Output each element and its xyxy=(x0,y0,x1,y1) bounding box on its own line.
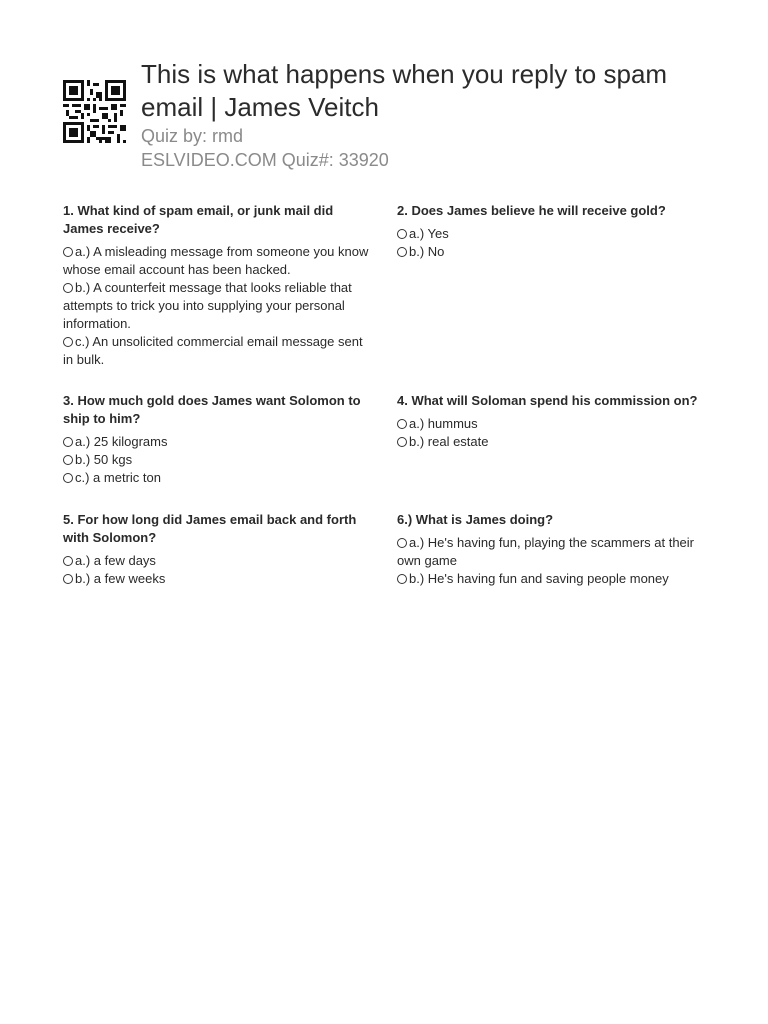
radio-circle-icon[interactable] xyxy=(397,419,407,429)
answer-option[interactable] xyxy=(397,415,707,433)
answer-label: b.) real estate xyxy=(409,434,489,449)
answer-option[interactable] xyxy=(397,225,707,243)
question-text: 2. Does James believe he will receive gold? xyxy=(397,203,666,218)
answer-option[interactable] xyxy=(63,279,373,333)
answer-option[interactable] xyxy=(397,534,707,570)
question-text: 4. What will Soloman spend his commission on? xyxy=(397,393,698,408)
radio-circle-icon[interactable] xyxy=(397,247,407,257)
answer-label: b.) He's having fun and saving people money xyxy=(409,571,669,586)
answer-label: b.) 50 kgs xyxy=(75,452,133,467)
answer-label: c.) An unsolicited commercial email message sent in bulk. xyxy=(63,334,363,367)
answer-label: a.) hummus xyxy=(409,416,478,431)
answer-label: b.) A counterfeit message that looks reliable that attempts to trick you into supplying your personal information. xyxy=(63,280,352,331)
answer-option[interactable] xyxy=(63,433,373,451)
question-text: 1. What kind of spam email, or junk mail did James receive? xyxy=(63,203,334,236)
answer-label: a.) a few days xyxy=(75,553,156,568)
answer-label: a.) He's having fun, playing the scammers at their own game xyxy=(397,535,695,568)
radio-circle-icon[interactable] xyxy=(63,556,73,566)
radio-circle-icon[interactable] xyxy=(63,337,73,347)
question-text: 6.) What is James doing? xyxy=(397,512,554,527)
quiz-author: Quiz by: rmd xyxy=(141,126,244,146)
answer-option[interactable] xyxy=(63,451,373,469)
answer-label: a.) 25 kilograms xyxy=(75,434,168,449)
radio-circle-icon[interactable] xyxy=(397,538,407,548)
question-2 xyxy=(397,202,707,261)
question-3 xyxy=(63,392,373,487)
answer-label: c.) a metric ton xyxy=(75,470,161,485)
answer-option[interactable] xyxy=(397,243,707,261)
answer-option[interactable] xyxy=(397,433,707,451)
quiz-id: ESLVIDEO.COM Quiz#: 33920 xyxy=(141,150,389,170)
answer-label: a.) Yes xyxy=(409,226,449,241)
quiz-header xyxy=(63,58,723,178)
title-block xyxy=(141,58,721,172)
radio-circle-icon[interactable] xyxy=(63,455,73,465)
question-6 xyxy=(397,511,707,588)
question-text: 3. How much gold does James want Solomon to ship to him? xyxy=(63,393,361,426)
question-5 xyxy=(63,511,373,588)
answer-option[interactable] xyxy=(63,333,373,369)
radio-circle-icon[interactable] xyxy=(397,437,407,447)
radio-circle-icon[interactable] xyxy=(63,437,73,447)
radio-circle-icon[interactable] xyxy=(63,247,73,257)
question-4 xyxy=(397,392,707,451)
answer-option[interactable] xyxy=(397,570,707,588)
answer-option[interactable] xyxy=(63,552,373,570)
answer-label: a.) A misleading message from someone you know whose email account has been hacked. xyxy=(63,244,369,277)
question-1 xyxy=(63,202,373,369)
question-text: 5. For how long did James email back and forth with Solomon? xyxy=(63,512,357,545)
answer-option[interactable] xyxy=(63,570,373,588)
radio-circle-icon[interactable] xyxy=(63,574,73,584)
radio-circle-icon[interactable] xyxy=(397,229,407,239)
radio-circle-icon[interactable] xyxy=(63,283,73,293)
answer-option[interactable] xyxy=(63,243,373,279)
answer-label: b.) No xyxy=(409,244,445,259)
radio-circle-icon[interactable] xyxy=(397,574,407,584)
answer-option[interactable] xyxy=(63,469,373,487)
page-title: This is what happens when you reply to spam email | James Veitch xyxy=(141,59,668,122)
radio-circle-icon[interactable] xyxy=(63,473,73,483)
answer-label: b.) a few weeks xyxy=(75,571,166,586)
qr-code-icon xyxy=(63,80,126,143)
